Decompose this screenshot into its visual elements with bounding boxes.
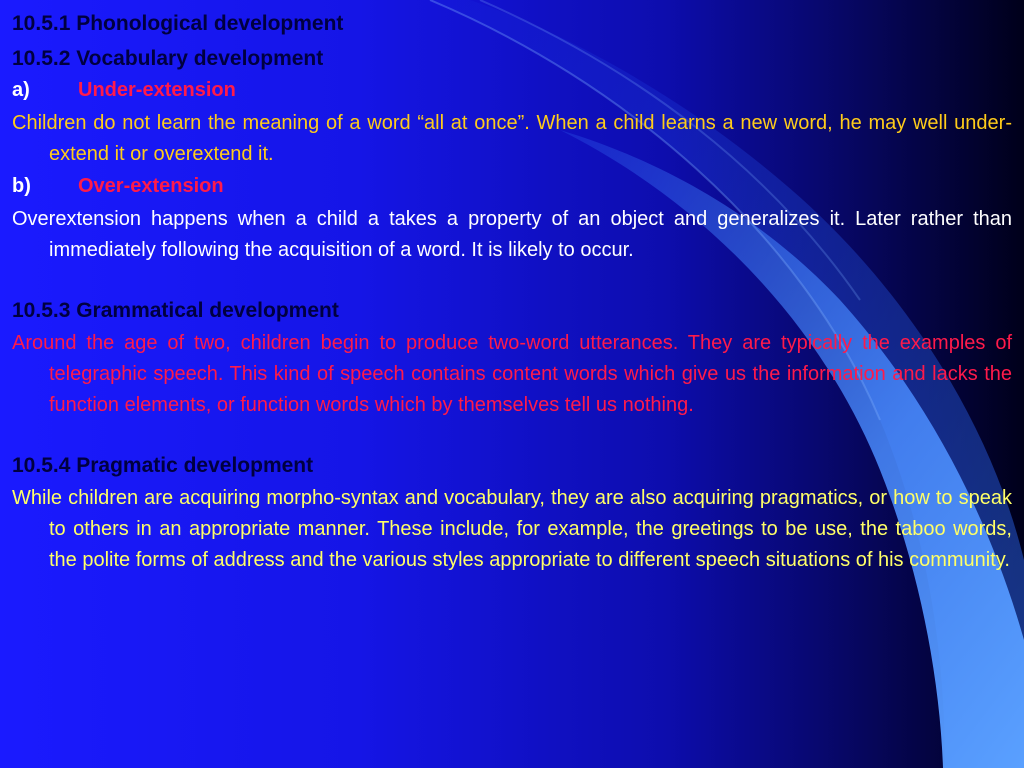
slide-content xyxy=(12,8,1012,576)
paragraph-grammatical: Around the age of two, children begin to produce two-word utterances. They are typically the examples of telegraphic speech. This kind of speech contains content words which give us the information and lacks the function elements, or function words which by themselves tell us nothing. xyxy=(12,332,1012,416)
paragraph-over-extension: Overextension happens when a child a takes a property of an object and generalizes it. Later rather than immediately following the acquisition of a word. It is likely to occur. xyxy=(12,208,1012,261)
heading-phonological: 10.5.1 Phonological development xyxy=(12,12,344,35)
list-item-a xyxy=(12,75,1012,106)
list-title-under-extension: Under-extension xyxy=(78,79,236,101)
paragraph-under-extension: Children do not learn the meaning of a word “all at once”. When a child learns a new word, he may well under-extend it or overextend it. xyxy=(12,112,1012,165)
list-marker-b: b) xyxy=(12,175,31,197)
list-marker-a: a) xyxy=(12,79,30,101)
list-title-over-extension: Over-extension xyxy=(78,175,224,197)
heading-pragmatic: 10.5.4 Pragmatic development xyxy=(12,454,314,477)
paragraph-pragmatic: While children are acquiring morpho-syntax and vocabulary, they are also acquiring pragmatics, or how to speak to others in an appropriate manner. These include, for example, the greetings to be use, the taboo words, the polite forms of address and the various styles appropriate to different speech situations of his community. xyxy=(12,487,1012,571)
list-item-b xyxy=(12,171,1012,202)
heading-grammatical: 10.5.3 Grammatical development xyxy=(12,299,339,322)
heading-vocabulary: 10.5.2 Vocabulary development xyxy=(12,47,324,70)
